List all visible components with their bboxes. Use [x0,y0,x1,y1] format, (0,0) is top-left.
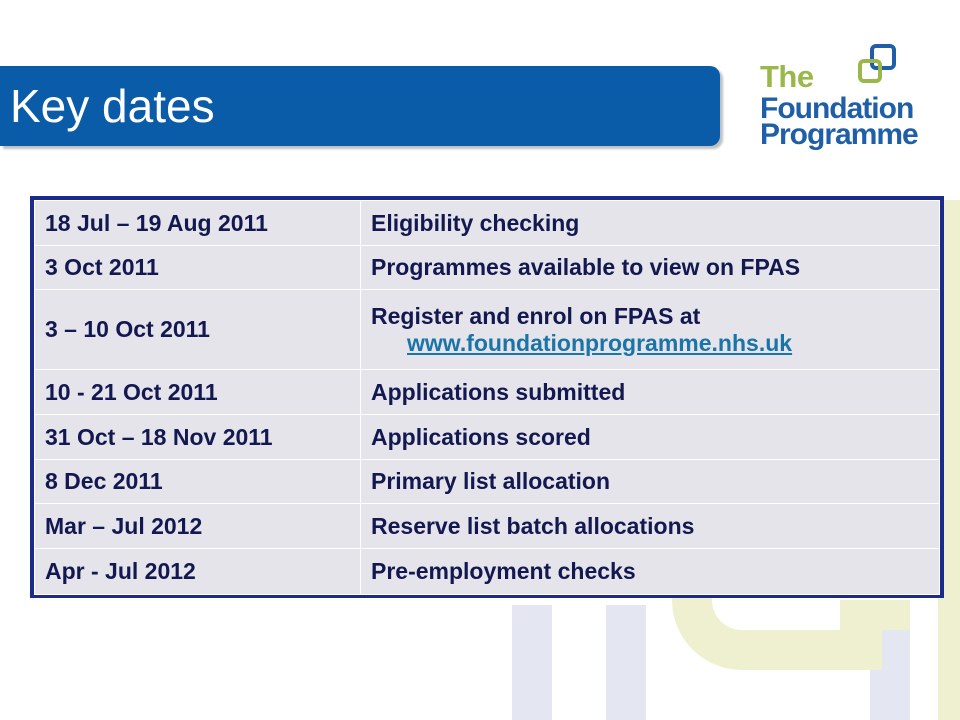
logo-word-the: The [760,59,814,94]
table-row [35,460,940,504]
date-cell: 18 Jul – 19 Aug 2011 [35,201,361,246]
date-cell: Apr - Jul 2012 [35,549,361,595]
table-row [35,201,940,246]
event-cell [361,290,940,370]
logo-word-foundation: Foundation [760,92,914,125]
key-dates-table [30,196,944,598]
event-cell: Pre-employment checks [361,549,940,595]
table-row [35,370,940,415]
table-row [35,549,940,595]
table-row [35,246,940,290]
background-bar [606,605,646,720]
date-cell: 3 – 10 Oct 2011 [35,290,361,370]
foundation-programme-logo [760,44,930,154]
background-bar [840,600,910,630]
logo-text [760,59,918,151]
date-cell: 3 Oct 2011 [35,246,361,290]
event-text: Register and enrol on FPAS at [371,302,701,329]
date-cell: Mar – Jul 2012 [35,504,361,549]
date-cell: 31 Oct – 18 Nov 2011 [35,415,361,460]
date-cell: 8 Dec 2011 [35,460,361,504]
event-cell: Eligibility checking [361,201,940,246]
event-cell: Applications submitted [361,370,940,415]
page-title: Key dates [10,80,215,132]
table-row [35,415,940,460]
table-row [35,290,940,370]
event-cell: Applications scored [361,415,940,460]
title-banner [0,66,720,146]
event-cell: Reserve list batch allocations [361,504,940,549]
event-cell: Programmes available to view on FPAS [361,246,940,290]
event-cell: Primary list allocation [361,460,940,504]
table-row [35,504,940,549]
logo-word-programme: Programme [760,118,918,151]
fpas-website-link[interactable]: www.foundationprogramme.nhs.uk [407,329,793,356]
background-bar [512,605,552,720]
date-cell: 10 - 21 Oct 2011 [35,370,361,415]
